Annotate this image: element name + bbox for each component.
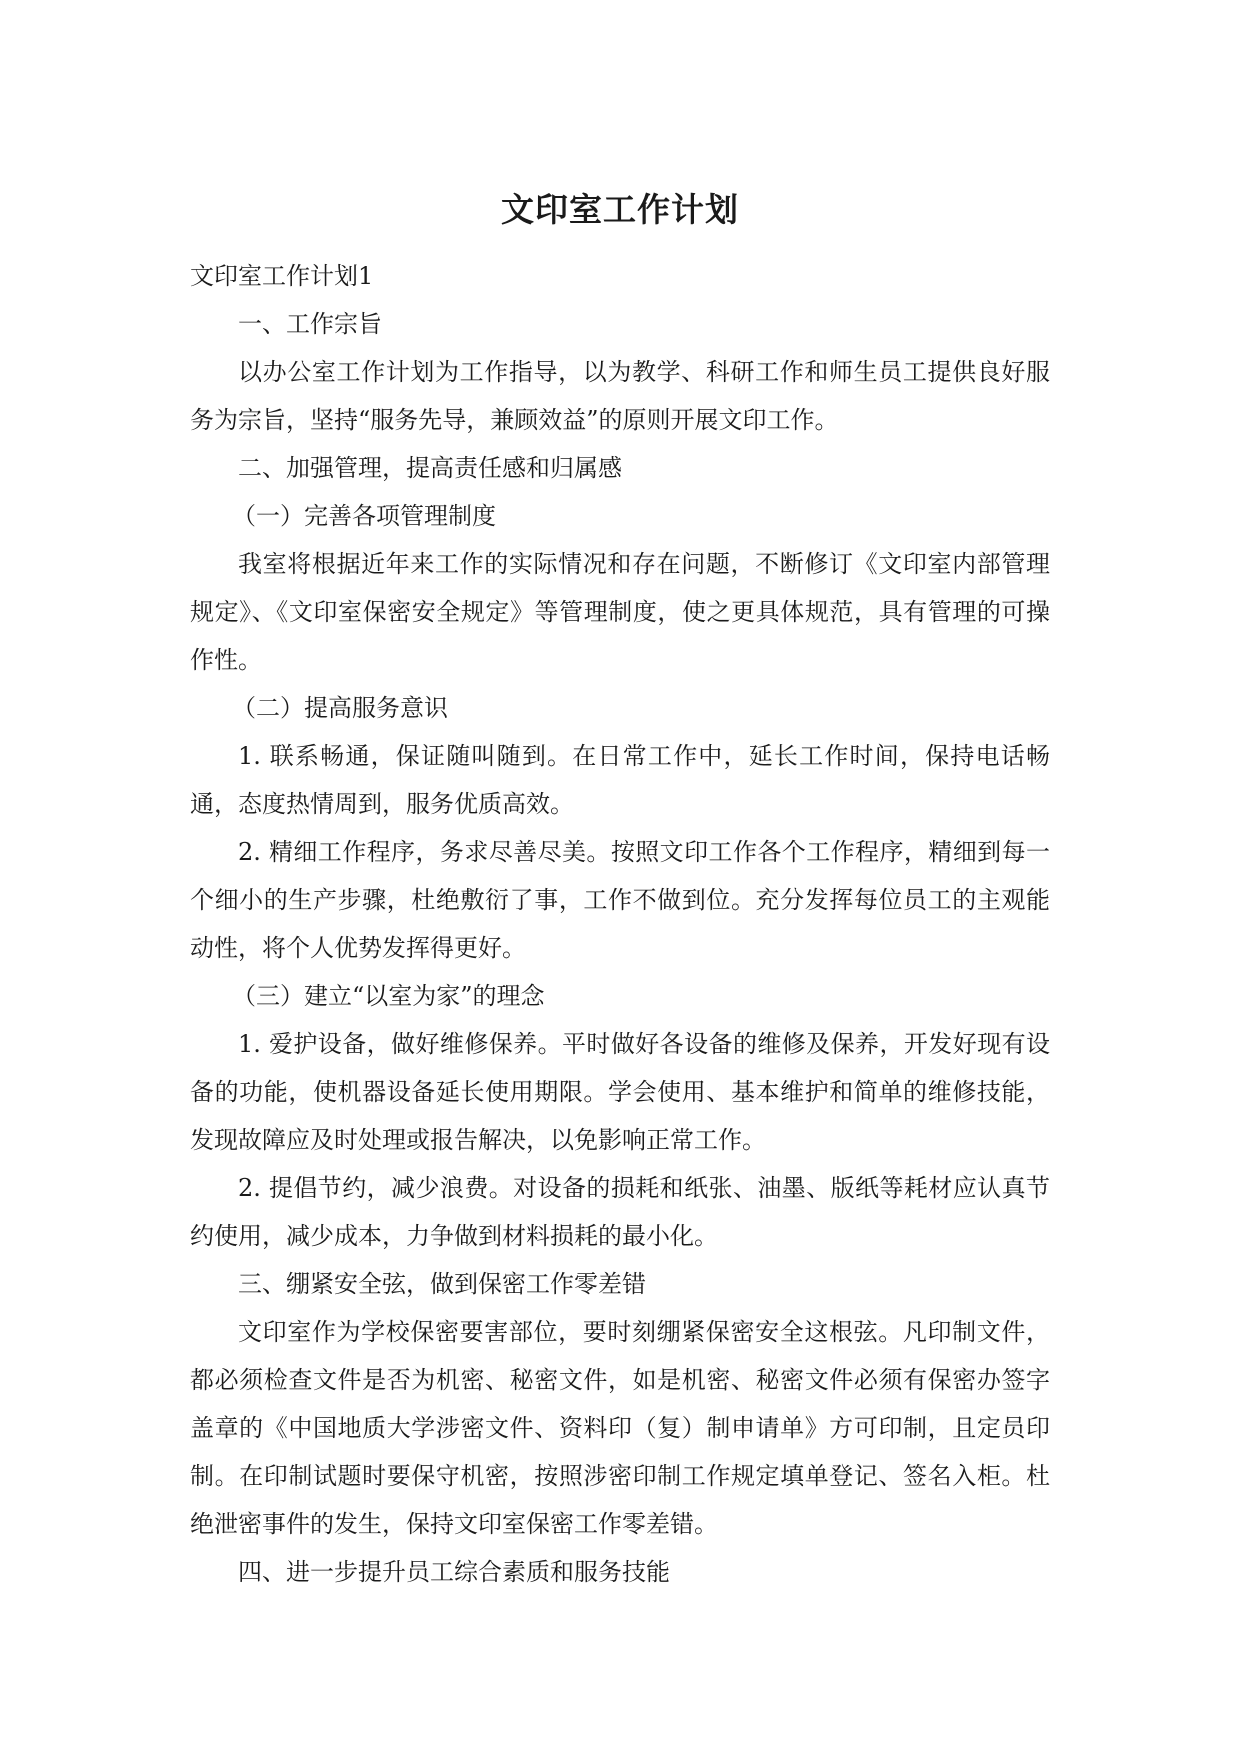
paragraph: 我室将根据近年来工作的实际情况和存在问题，不断修订《文印室内部管理规定》、《文印室保密安全规定》等管理制度，使之更具体规范，具有管理的可操作性。: [190, 550, 1050, 674]
section-heading-3: 三、绷紧安全弦，做到保密工作零差错: [238, 1270, 646, 1298]
paragraph: 2. 精细工作程序，务求尽善尽美。按照文印工作各个工作程序，精细到每一个细小的生产步骤，杜绝敷衍了事，工作不做到位。充分发挥每位员工的主观能动性，将个人优势发挥得更好。: [190, 838, 1050, 962]
paragraph: 以办公室工作计划为工作指导，以为教学、科研工作和师生员工提供良好服务为宗旨，坚持“服务先导，兼顾效益”的原则开展文印工作。: [190, 358, 1050, 434]
section-heading-1: 一、工作宗旨: [238, 310, 382, 338]
subsection-heading: （三）建立“以室为家”的理念: [232, 982, 545, 1010]
paragraph: 文印室作为学校保密要害部位，要时刻绷紧保密安全这根弦。凡印制文件，都必须检查文件是否为机密、秘密文件，如是机密、秘密文件必须有保密办签字盖章的《中国地质大学涉密文件、资料印（复）制申请单》方可印制，且定员印制。在印制试题时要保守机密，按照涉密印制工作规定填单登记、签名入柜。杜绝泄密事件的发生，保持文印室保密工作零差错。: [190, 1318, 1050, 1538]
paragraph: 1. 联系畅通，保证随叫随到。在日常工作中，延长工作时间，保持电话畅通，态度热情周到，服务优质高效。: [190, 742, 1050, 818]
subsection-heading: （一）完善各项管理制度: [232, 502, 496, 530]
section-heading-2: 二、加强管理，提高责任感和归属感: [238, 454, 622, 482]
plan-heading: 文印室工作计划1: [190, 262, 374, 290]
paragraph: 2. 提倡节约，减少浪费。对设备的损耗和纸张、油墨、版纸等耗材应认真节约使用，减少成本，力争做到材料损耗的最小化。: [190, 1174, 1050, 1250]
document-title: 文印室工作计划: [501, 190, 739, 229]
subsection-heading: （二）提高服务意识: [232, 694, 448, 722]
paragraph: 1. 爱护设备，做好维修保养。平时做好各设备的维修及保养，开发好现有设备的功能，使机器设备延长使用期限。学会使用、基本维护和简单的维修技能，发现故障应及时处理或报告解决，以免影响正常工作。: [190, 1030, 1050, 1154]
section-heading-4: 四、进一步提升员工综合素质和服务技能: [238, 1558, 670, 1586]
document-body: [190, 180, 1050, 1596]
